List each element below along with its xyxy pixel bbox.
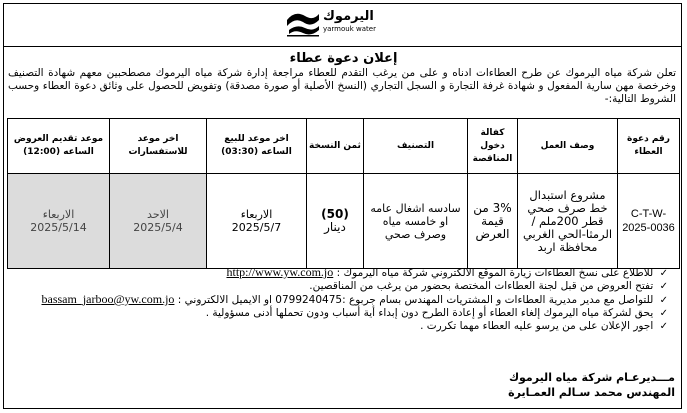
header-submission-deadline: موعد تقديم العروض الساعه (12:00) [8, 119, 110, 174]
email-link[interactable]: bassam_jarboo@yw.com.jo [41, 292, 175, 306]
header-inquiry-deadline: اخر موعد للاستفسارات [110, 119, 207, 174]
table-header-row [8, 119, 680, 174]
header-description: وصف العمل [518, 119, 618, 174]
header-bond: كفالة دخول المناقصة [468, 119, 518, 174]
checkmark-icon: ✓ [659, 321, 668, 332]
checkmark-icon: ✓ [659, 281, 668, 292]
header-tender-no: رقم دعوة العطاء [618, 119, 680, 174]
sale-date: 2025/5/7 [231, 221, 282, 234]
list-item: ✓ تفتح العروض من قبل لجنة العطاءات المختصة بحضور من يرغب من المناقصين. [309, 280, 668, 292]
cell-description: مشروع استبدال خط صرف صحي قطر 200ملم / الرمثا-الحي الغربي محافظة اربد [518, 174, 618, 269]
page-title: إعلان دعوة عطاء [289, 51, 398, 66]
signature-name: المهندس محمد سـالم العمـايرة [508, 386, 675, 399]
cell-price [307, 174, 364, 269]
header-sale-deadline: اخر موعد للبيع الساعه (03:30) [207, 119, 307, 174]
conditions-list [8, 266, 668, 333]
logo-english-text: yarmouk water [323, 25, 376, 33]
list-item: ✓ للاطلاع على نسخ العطاءات زيارة الموقع الالكتروني شركة مياه اليرموك : http://www.yw.com.jo [226, 265, 668, 279]
inquiry-day: الاحد [147, 208, 169, 221]
checkmark-icon: ✓ [659, 308, 668, 319]
header-divider [4, 46, 681, 47]
signature-block [465, 370, 675, 400]
cell-submission-deadline [8, 174, 110, 269]
cell-tender-no: C-T-W-2025-0036 [618, 174, 680, 269]
checkmark-icon: ✓ [659, 268, 668, 279]
cell-sale-deadline [207, 174, 307, 269]
signature-title: مـــديرعـام شركة مياه اليرموك [508, 371, 675, 384]
list-item: ✓ للتواصل مع مدير مديرية العطاءات و المشتريات المهندس بسام جربوع :0799240475 او الايميل الالكتروني : bassam_jarboo@yw.com.jo [41, 292, 668, 306]
cell-bond: 3% من قيمة العرض [468, 174, 518, 269]
logo-arabic-text: اليرموك [323, 9, 374, 24]
list-item: ✓ يحق لشركة مياه اليرموك إلغاء العطاء أو إعادة الطرح دون إبداء أية أسباب ودون تحملها أدنى مسؤولية . [205, 307, 668, 319]
website-link[interactable]: http://www.yw.com.jo [226, 265, 334, 279]
price-unit: دينار [324, 220, 346, 234]
cell-classification: سادسه اشغال عامه او خامسه مياه وصرف صحي [364, 174, 468, 269]
sale-day: الاربعاء [240, 208, 273, 221]
header-price: ثمن النسخة [307, 119, 364, 174]
list-item: ✓ اجور الإعلان على من يرسو عليه العطاء مهما تكررت . [420, 320, 668, 332]
inquiry-date: 2025/5/4 [133, 221, 183, 234]
tender-table [7, 118, 680, 269]
intro-paragraph: تعلن شركة مياه اليرموك عن طرح العطاءات ادناه و على من يرغب التقدم للعطاء مراجعة إدارة شركة مياه اليرموك مصطحبين معهم شهادة التصنيف وخرخصة مهن سارية المفعول و شهادة غرفة التجارة و السجل التجاري (النسخ الأصلية أو صورة مصدقة) وتفويض للحصول على وثائق دعوة العطاء وحسب الشروط التالية:- [8, 67, 676, 105]
header-classification: التصنيف [364, 119, 468, 174]
checkmark-icon: ✓ [659, 295, 668, 306]
submission-day: الاربعاء [42, 208, 75, 221]
cell-inquiry-deadline [110, 174, 207, 269]
water-wave-logo-icon [285, 8, 321, 38]
submission-date: 2025/5/14 [30, 221, 87, 234]
table-row [8, 174, 680, 269]
price-number: (50) [321, 207, 349, 221]
